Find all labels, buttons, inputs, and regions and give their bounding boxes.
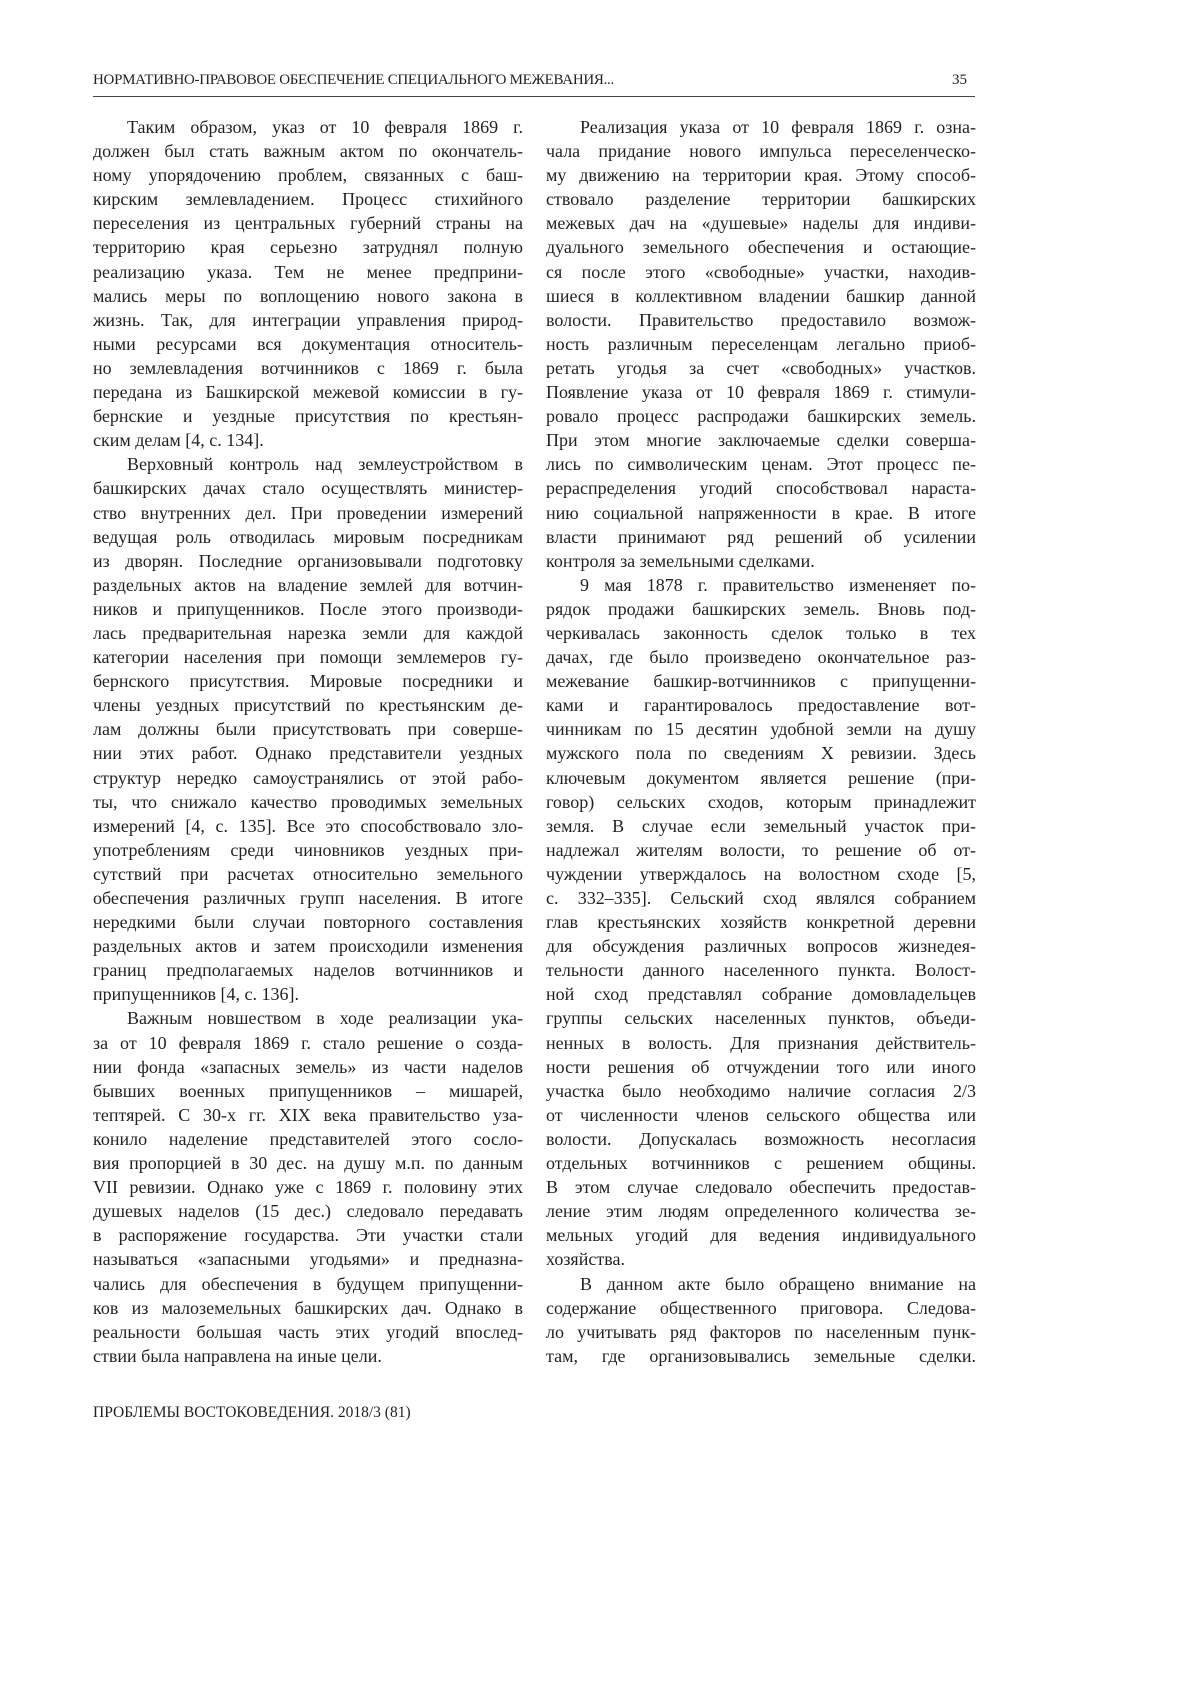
text-line: лам должны были присутствовать при соверше- (93, 719, 523, 740)
text-line: границ предполагаемых наделов вотчинников и (93, 960, 523, 981)
text-line: лись по символическим ценам. Этот процесс пе- (546, 454, 976, 475)
text-line: должен был стать важным актом по окончатель- (93, 141, 523, 162)
text-line: от численности членов сельского общества или (546, 1104, 976, 1125)
text-line: обеспечения различных групп населения. В итоге (93, 888, 523, 908)
text-line: нии этих работ. Однако представители уездных (93, 743, 523, 764)
text-line: башкирских дачах стало осуществлять министер- (93, 478, 523, 499)
text-line: члены уездных присутствий по крестьянским де- (93, 695, 523, 716)
text-line: раздельных актов и затем происходили изменения (93, 936, 523, 957)
paragraph (93, 115, 523, 452)
text-line: ков из малоземельных башкирских дач. Однако в (93, 1297, 523, 1318)
text-line: ским делам [4, с. 134]. (93, 430, 264, 451)
text-line: Появление указа от 10 февраля 1869 г. стимули- (546, 382, 976, 403)
text-line: ность различным переселенцам легально приоб- (546, 333, 976, 354)
page-number: 35 (952, 72, 967, 88)
text-line: ровало процесс распродажи башкирских земель. (546, 406, 976, 427)
journal-footer: ПРОБЛЕМЫ ВОСТОКОВЕДЕНИЯ. 2018/3 (81) (93, 1404, 411, 1421)
text-line: нию социальной напряженности в крае. В итоге (546, 502, 976, 523)
text-line: тельности данного населенного пункта. Волост- (546, 960, 976, 981)
text-line: ными ресурсами вся документация относитель- (93, 333, 523, 354)
text-line: из дворян. Последние организовывали подготовку (93, 550, 523, 571)
text-line: группы сельских населенных пунктов, объеди- (546, 1008, 976, 1029)
text-line: При этом многие заключаемые сделки соверша- (546, 430, 976, 451)
text-line: категории населения при помощи землемеров гу- (93, 647, 523, 668)
text-line: ство внутренних дел. При проведении измерений (93, 502, 523, 523)
text-line: раздельных актов на владение землей для вотчин- (93, 574, 523, 595)
text-line: реальности большая часть этих угодий впослед- (93, 1321, 523, 1342)
text-line: сутствий при расчетах относительно земельного (93, 863, 523, 884)
text-line: ников и припущенников. После этого производи- (93, 598, 523, 619)
text-line: волости. Допускалась возможность несогласия (546, 1128, 976, 1149)
text-line: ты, что снижало качество проводимых земельных (93, 791, 523, 812)
paragraph (546, 115, 976, 573)
text-column-left (93, 115, 523, 1368)
text-line: чала придание нового импульса переселенческо- (546, 141, 976, 162)
text-line: ретать угодья за счет «свободных» участков. (546, 357, 976, 378)
text-line: рядок продажи башкирских земель. Вновь под- (546, 598, 976, 619)
text-line: VII ревизии. Однако уже с 1869 г. половину этих (93, 1177, 523, 1198)
text-line: для обсуждения различных вопросов жизнедея- (546, 936, 976, 957)
text-line: душевых наделов (15 дес.) следовало передавать (93, 1201, 523, 1222)
text-line: ному упорядочению проблем, связанных с баш- (93, 165, 523, 186)
text-line: волости. Правительство предоставило возмож- (546, 309, 976, 330)
text-line: шиеся в коллективном владении башкир данной (546, 285, 976, 306)
text-line: в распоряжение государства. Эти участки стали (93, 1225, 523, 1246)
text-line: Верховный контроль над землеустройством в (127, 454, 523, 475)
paragraph (546, 573, 976, 1272)
text-line: вия пропорцией в 30 дес. на душу м.п. по данным (93, 1153, 523, 1174)
text-line: ло учитывать ряд факторов по населенным пунк- (546, 1321, 976, 1342)
text-line: лась предварительная нарезка земли для каждой (93, 622, 523, 643)
text-line: мужского пола по сведениям X ревизии. Здесь (546, 743, 976, 764)
text-line: 9 мая 1878 г. правительство измененяет по- (580, 574, 976, 595)
text-line: ведущая роль отводилась мировым посредникам (93, 526, 523, 547)
text-line: называться «запасными угодьями» и предназна- (93, 1249, 523, 1270)
text-line: нии фонда «запасных земель» из части наделов (93, 1056, 523, 1077)
paragraph (93, 452, 523, 1006)
text-line: ся после этого «свободные» участки, находив- (546, 261, 976, 282)
running-header (93, 72, 975, 97)
text-line: земля. В случае если земельный участок при- (546, 815, 976, 836)
text-line: межевых дач на «душевые» наделы для индиви- (546, 213, 976, 234)
text-line: ненных в волость. Для признания действитель- (546, 1032, 976, 1053)
text-line: му движению на территории края. Этому способ- (546, 165, 976, 186)
paragraph (93, 1006, 523, 1367)
text-line: бернского присутствия. Мировые посредники и (93, 671, 523, 692)
text-line: ной сход представлял собрание домовладельцев (546, 984, 976, 1005)
text-line: надлежал жителям волости, то решение об от- (546, 839, 976, 860)
text-line: припущенников [4, с. 136]. (93, 984, 299, 1005)
text-line: межевание башкир-вотчинников с припущенни- (546, 671, 976, 692)
text-line: ками и гарантировалось предоставление вот- (546, 695, 976, 716)
text-line: но землевладения вотчинников с 1869 г. была (93, 357, 523, 378)
text-line: кирским землевладением. Процесс стихийного (93, 189, 523, 210)
text-line: говор) сельских сходов, которым принадлежит (546, 791, 976, 812)
text-line: тептярей. С 30-х гг. XIX века правительство уза- (93, 1104, 523, 1125)
text-line: мельных угодий для ведения индивидуального (546, 1225, 976, 1246)
text-line: Таким образом, указ от 10 февраля 1869 г. (127, 117, 523, 137)
text-line: бывших военных припущенников – мишарей, (93, 1080, 523, 1101)
text-line: структур нередко самоустранялись от этой рабо- (93, 767, 523, 788)
text-line: ствовало разделение территории башкирских (546, 189, 976, 210)
text-line: употреблениям среди чиновников уездных при- (93, 839, 523, 860)
text-line: жизнь. Так, для интеграции управления природ- (93, 309, 523, 330)
text-line: рераспределения угодий способствовал нараста- (546, 478, 976, 499)
text-line: В этом случае следовало обеспечить предостав- (546, 1177, 976, 1198)
text-line: дуального земельного обеспечения и остающие- (546, 237, 976, 258)
text-line: чинникам по 15 десятин удобной земли на душу (546, 719, 976, 740)
text-line: там, где организовывались земельные сделки. (546, 1345, 976, 1366)
text-line: участка было необходимо наличие согласия 2/3 (546, 1080, 976, 1101)
text-line: бернские и уездные присутствия по крестьян- (93, 406, 523, 427)
text-line: В данном акте было обращено внимание на (580, 1273, 976, 1294)
text-line: отдельных вотчинников с решением общины. (546, 1153, 976, 1174)
text-column-right (546, 115, 976, 1368)
text-line: за от 10 февраля 1869 г. стало решение о созда- (93, 1032, 523, 1053)
text-line: реализацию указа. Тем не менее предприни- (93, 261, 523, 282)
text-line: контроля за земельными сделками. (546, 550, 815, 571)
text-line: дачах, где было произведено окончательное раз- (546, 647, 976, 668)
text-line: нередкими были случаи повторного составления (93, 912, 523, 933)
text-line: с. 332–335]. Сельский сход являлся собранием (546, 888, 976, 908)
text-line: Важным новшеством в ходе реализации ука- (127, 1008, 523, 1029)
text-line: территорию края серьезно затруднял полную (93, 237, 523, 258)
text-line: ключевым документом является решение (при- (546, 767, 976, 788)
text-line: мались меры по воплощению нового закона в (93, 285, 523, 306)
paragraph (546, 1272, 976, 1368)
text-line: чуждении утверждалось на волостном сходе [5, (546, 863, 976, 884)
text-line: Реализация указа от 10 февраля 1869 г. озна- (580, 117, 976, 137)
text-line: чались для обеспечения в будущем припущенни- (93, 1273, 523, 1294)
text-line: содержание общественного приговора. Следова- (546, 1297, 976, 1318)
text-line: глав крестьянских хозяйств конкретной деревни (546, 912, 976, 933)
text-line: хозяйства. (546, 1249, 625, 1270)
text-line: передана из Башкирской межевой комиссии в гу- (93, 382, 523, 403)
text-line: власти принимают ряд решений об усилении (546, 526, 976, 547)
running-title: НОРМАТИВНО-ПРАВОВОЕ ОБЕСПЕЧЕНИЕ СПЕЦИАЛЬНОГО МЕЖЕВАНИЯ... (93, 72, 614, 88)
text-line: конило наделение представителей этого сосло- (93, 1128, 523, 1149)
text-line: ствии была направлена на иные цели. (93, 1345, 382, 1366)
text-line: ности решения об отчуждении того или иного (546, 1056, 976, 1077)
text-line: черкивалась законность сделок только в тех (546, 622, 976, 643)
text-line: переселения из центральных губерний страны на (93, 213, 523, 234)
text-line: ление этим людям определенного количества зе- (546, 1201, 976, 1222)
text-line: измерений [4, с. 135]. Все это способствовало зло- (93, 815, 523, 836)
